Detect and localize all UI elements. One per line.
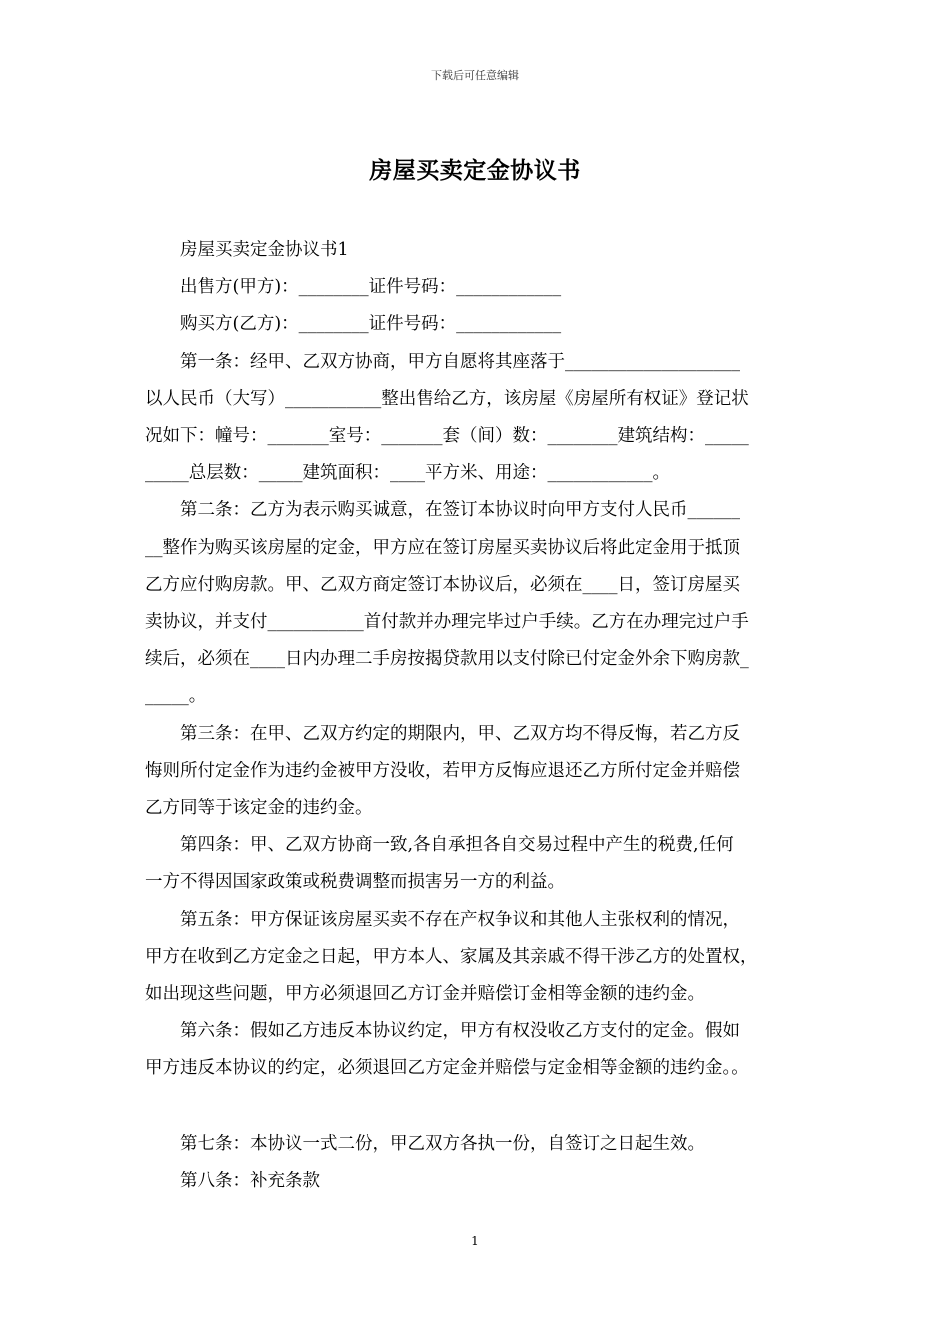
clause-4-line-1: 第四条：甲、乙双方协商一致,各自承担各自交易过程中产生的税费,任何 [180, 835, 734, 856]
clause-5-line-1: 第五条：甲方保证该房屋买卖不存在产权争议和其他人主张权利的情况， [180, 909, 740, 930]
clause-1-line-3: 况如下：幢号：_______室号：_______套（间）数：________建筑结构：_____ [145, 426, 749, 447]
document-body-part-2 [145, 1126, 810, 1200]
clause-2-line-2: __整作为购买该房屋的定金，甲方应在签订房屋买卖协议后将此定金用于抵顶 [145, 537, 740, 558]
clause-1-line-1: 第一条：经甲、乙双方协商，甲方自愿将其座落于____________________ [180, 351, 740, 372]
clause-4-line-2: 一方不得因国家政策或税费调整而损害另一方的利益。 [145, 872, 565, 893]
header-note: 下载后可任意编辑 [431, 69, 519, 82]
document-body-part-1 [145, 232, 810, 1088]
clause-2-line-5: 续后，必须在____日内办理二手房按揭贷款用以支付除已付定金外余下购房款_ [145, 649, 749, 670]
clause-7-line-1: 第七条：本协议一式二份，甲乙双方各执一份，自签订之日起生效。 [180, 1134, 705, 1154]
clause-1-line-4: _____总层数：_____建筑面积：____平方米、用途：____________。 [145, 463, 670, 484]
clause-2-line-6: _____。 [145, 686, 207, 707]
seller-line: 出售方(甲方)：________证件号码：____________ [180, 277, 562, 298]
clause-3-line-3: 乙方同等于该定金的违约金。 [145, 798, 373, 819]
clause-2-line-4: 卖协议，并支付___________首付款并办理完毕过户手续。乙方在办理完过户手 [145, 612, 749, 633]
clause-5-line-2: 甲方在收到乙方定金之日起，甲方本人、家属及其亲戚不得干涉乙方的处置权， [145, 946, 758, 967]
document-title: 房屋买卖定金协议书 [369, 157, 581, 184]
subtitle-line: 房屋买卖定金协议书1 [180, 240, 349, 260]
clause-6-line-2: 甲方违反本协议的约定，必须退回乙方定金并赔偿与定金相等金额的违约金。。 [145, 1058, 749, 1079]
clause-1-line-2: 以人民币（大写）___________整出售给乙方，该房屋《房屋所有权证》登记状 [145, 388, 749, 409]
clause-2-line-3: 乙方应付购房款。甲、乙双方商定签订本协议后，必须在____日，签订房屋买 [145, 574, 740, 595]
clause-8-line-1: 第八条：补充条款 [180, 1171, 320, 1192]
clause-3-line-2: 悔则所付定金作为违约金被甲方没收，若甲方反悔应退还乙方所付定金并赔偿 [145, 760, 740, 781]
clause-3-line-1: 第三条：在甲、乙双方约定的期限内，甲、乙双方均不得反悔，若乙方反 [180, 723, 740, 744]
clause-2-line-1: 第二条：乙方为表示购买诚意，在签订本协议时向甲方支付人民币______ [180, 500, 740, 521]
page-number: 1 [471, 1234, 479, 1248]
clause-5-line-3: 如出现这些问题，甲方必须退回乙方订金并赔偿订金相等金额的违约金。 [145, 984, 705, 1005]
clause-6-line-1: 第六条：假如乙方违反本协议约定，甲方有权没收乙方支付的定金。假如 [180, 1021, 740, 1042]
buyer-line: 购买方(乙方)：________证件号码：____________ [180, 314, 562, 335]
